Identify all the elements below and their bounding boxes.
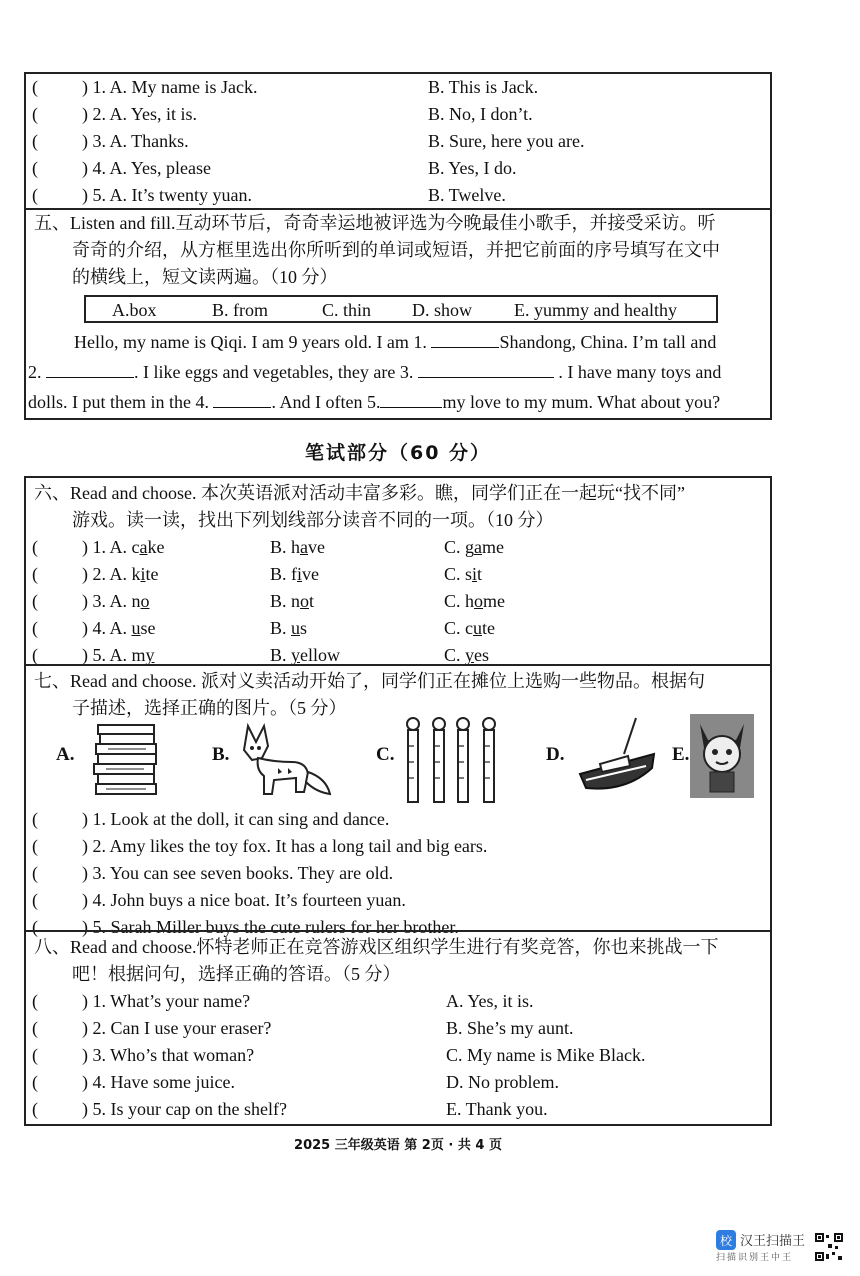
- underlined-letter: a: [139, 537, 148, 557]
- passage-text: my love to my mum. What about you?: [442, 392, 721, 412]
- word-option: D. show: [412, 300, 473, 320]
- underlined-letter: i: [297, 564, 303, 584]
- blank-1[interactable]: [431, 329, 499, 348]
- option-a: ) 4. A. Yes, please: [82, 158, 211, 178]
- question-text: ) 1. Look at the doll, it can sing and dance.: [82, 809, 390, 829]
- list-item: [26, 833, 770, 860]
- answer-paren: (: [32, 537, 38, 557]
- word-part: me: [483, 591, 506, 611]
- answer-paren: (: [32, 1099, 38, 1119]
- blank-5[interactable]: [380, 389, 442, 408]
- underlined-letter: y: [465, 645, 475, 665]
- part6-list: [26, 534, 770, 669]
- boat-icon: [566, 714, 662, 804]
- word-part: ) 3. A.: [82, 591, 132, 611]
- list-item: [26, 588, 770, 615]
- option-c: [444, 534, 504, 561]
- picture-options: [26, 722, 770, 806]
- underlined-letter: a: [300, 537, 309, 557]
- list-item: [26, 101, 770, 128]
- option-c: [444, 561, 482, 588]
- picture-label: B.: [212, 744, 230, 765]
- underlined-letter: a: [474, 537, 483, 557]
- word-part: ) 2. A.: [82, 564, 132, 584]
- option-a: [82, 615, 156, 642]
- section-heading-line2: 子描述，选择正确的图片。（5 分）: [72, 698, 347, 718]
- underlined-letter: u: [131, 618, 141, 638]
- answer-paren: (: [32, 917, 38, 937]
- svg-text:校: 校: [719, 1234, 733, 1248]
- underlined-letter: u: [291, 618, 301, 638]
- section-heading: 六、Read and choose. 本次英语派对活动丰富多彩。瞧，同学们正在一起玩“找不同”: [34, 483, 685, 503]
- word-part: ) 1. A.: [82, 537, 132, 557]
- word-option: B. from: [212, 300, 268, 320]
- underlined-letter: i: [472, 564, 478, 584]
- list-item: [26, 74, 770, 101]
- word-part: k: [131, 564, 141, 584]
- list-item: [26, 860, 770, 887]
- passage: [26, 327, 770, 417]
- list-item: [26, 988, 770, 1015]
- list-item: [26, 561, 770, 588]
- underlined-letter: y: [291, 645, 301, 665]
- answer-paren: (: [32, 618, 38, 638]
- option-a: ) 1. A. My name is Jack.: [82, 77, 258, 97]
- option-b: [270, 534, 325, 561]
- question-text: ) 2. Can I use your eraser?: [82, 1018, 272, 1038]
- written-section-title: 笔试部分（60 分）: [304, 442, 492, 464]
- word-part: B. n: [270, 591, 301, 611]
- answer-paren: (: [32, 645, 38, 665]
- picture-label: A.: [56, 744, 75, 765]
- word-part: B.: [270, 618, 292, 638]
- section-heading-line2: 奇奇的介绍，从方框里选出你所听到的单词或短语，并把它前面的序号填写在文中: [72, 240, 720, 260]
- underlined-letter: i: [140, 564, 146, 584]
- option-b: B. Twelve.: [428, 185, 506, 205]
- answer-option: A. Yes, it is.: [446, 991, 534, 1011]
- word-part: ) 4. A.: [82, 618, 132, 638]
- section-heading: 八、Read and choose.怀特老师正在竞答游戏区组织学生进行有奖竞答，你也来挑战一下: [34, 937, 719, 957]
- list-item: [26, 887, 770, 914]
- question-text: ) 1. What’s your name?: [82, 991, 251, 1011]
- passage-text: Shandong, China. I’m tall and: [499, 332, 717, 352]
- word-part: ) 5. A. m: [82, 645, 146, 665]
- answer-paren: (: [32, 158, 38, 178]
- answer-paren: (: [32, 836, 38, 856]
- picture-label: D.: [546, 744, 565, 765]
- word-part: C.: [444, 645, 466, 665]
- word-part: B.: [270, 645, 292, 665]
- word-part: t: [309, 591, 315, 611]
- list-item: [26, 1069, 770, 1096]
- blank-3[interactable]: [418, 359, 554, 378]
- answer-paren: (: [32, 1045, 38, 1065]
- word-part: s: [300, 618, 308, 638]
- option-b: [270, 561, 319, 588]
- answer-paren: (: [32, 1018, 38, 1038]
- passage-text: . I have many toys and: [558, 362, 722, 382]
- question-text: ) 3. You can see seven books. They are old.: [82, 863, 394, 883]
- part8-box: [24, 930, 772, 1126]
- option-b: [270, 588, 314, 615]
- option-c: [444, 615, 495, 642]
- part5-box: [24, 208, 772, 420]
- option-b: [270, 615, 307, 642]
- question-text: ) 5. Sarah Miller buys the cute rulers for her brother.: [82, 917, 459, 937]
- word-part: ellow: [300, 645, 341, 665]
- word-part: es: [474, 645, 490, 665]
- fox-icon: [234, 722, 334, 802]
- question-text: ) 4. Have some juice.: [82, 1072, 235, 1092]
- word-part: ve: [302, 564, 320, 584]
- list-item: [26, 534, 770, 561]
- question-text: ) 3. Who’s that woman?: [82, 1045, 255, 1065]
- list-item: [26, 1042, 770, 1069]
- blank-2[interactable]: [46, 359, 134, 378]
- part8-list: [26, 988, 770, 1123]
- option-a: ) 5. A. It’s twenty yuan.: [82, 185, 252, 205]
- word-part: c: [131, 537, 140, 557]
- word-part: B. h: [270, 537, 301, 557]
- answer-paren: (: [32, 863, 38, 883]
- underlined-letter: o: [300, 591, 310, 611]
- option-a: [82, 588, 150, 615]
- word-part: B. f: [270, 564, 297, 584]
- answer-paren: (: [32, 77, 38, 97]
- option-a: ) 2. A. Yes, it is.: [82, 104, 198, 124]
- word-part: me: [482, 537, 505, 557]
- blank-4[interactable]: [213, 389, 271, 408]
- section-heading-line2: 游戏。读一读，找出下列划线部分读音不同的一项。（10 分）: [72, 510, 554, 530]
- section-heading-line3: 的横线上，短文读两遍。（10 分）: [72, 267, 338, 287]
- answer-paren: (: [32, 104, 38, 124]
- option-a: ) 3. A. Thanks.: [82, 131, 189, 151]
- scanner-watermark: [714, 1230, 844, 1266]
- part7-list: [26, 806, 770, 941]
- question-text: ) 2. Amy likes the toy fox. It has a long tail and big ears.: [82, 836, 488, 856]
- answer-paren: (: [32, 564, 38, 584]
- option-a: [82, 561, 159, 588]
- answer-paren: (: [32, 890, 38, 910]
- brand-tagline: 扫描识别王中王: [716, 1253, 794, 1263]
- answer-paren: (: [32, 1072, 38, 1092]
- word-option: A.box: [112, 300, 157, 320]
- underlined-letter: o: [474, 591, 484, 611]
- word-part: C. g: [444, 537, 475, 557]
- option-b: B. No, I don’t.: [428, 104, 533, 124]
- list-item: [26, 182, 770, 209]
- answer-paren: (: [32, 131, 38, 151]
- answer-paren: (: [32, 991, 38, 1011]
- picture-label: C.: [376, 744, 395, 765]
- option-b: B. Yes, I do.: [428, 158, 517, 178]
- answer-option: C. My name is Mike Black.: [446, 1045, 646, 1065]
- word-part: C. c: [444, 618, 473, 638]
- word-part: te: [145, 564, 159, 584]
- answer-paren: (: [32, 809, 38, 829]
- part6-box: [24, 476, 772, 666]
- word-option: C. thin: [322, 300, 372, 320]
- option-b: B. This is Jack.: [428, 77, 539, 97]
- list-item: [26, 615, 770, 642]
- passage-text: 2.: [28, 362, 42, 382]
- list-item: [26, 1015, 770, 1042]
- brand-name: 汉王扫描王: [740, 1234, 806, 1249]
- books-icon: [86, 722, 164, 800]
- word-part: C. s: [444, 564, 473, 584]
- option-b: B. Sure, here you are.: [428, 131, 585, 151]
- word-part: ke: [147, 537, 165, 557]
- part4-list: [26, 74, 770, 209]
- word-option: E. yummy and healthy: [514, 300, 677, 320]
- list-item: [26, 155, 770, 182]
- underlined-letter: o: [140, 591, 150, 611]
- word-part: C. h: [444, 591, 475, 611]
- underlined-letter: y: [145, 645, 155, 665]
- list-item: [26, 128, 770, 155]
- part7-box: [24, 664, 772, 937]
- answer-paren: (: [32, 185, 38, 205]
- passage-text: . I like eggs and vegetables, they are 3.: [134, 362, 414, 382]
- passage-text: Hello, my name is Qiqi. I am 9 years old. I am 1.: [74, 332, 427, 352]
- qr-code-icon: [814, 1232, 844, 1262]
- answer-option: E. Thank you.: [446, 1099, 548, 1119]
- question-text: ) 4. John buys a nice boat. It’s fourteen yuan.: [82, 890, 406, 910]
- part4-box: [24, 72, 772, 210]
- page-footer: 2025 三年级英语 第 2页 · 共 4 页: [294, 1138, 502, 1153]
- passage-text: . And I often 5.: [271, 392, 381, 412]
- list-item: [26, 806, 770, 833]
- option-c: [444, 588, 505, 615]
- picture-label: E.: [672, 744, 690, 765]
- answer-paren: (: [32, 591, 38, 611]
- list-item: [26, 1096, 770, 1123]
- rulers-icon: [404, 716, 502, 806]
- scanner-logo-icon: [716, 1230, 736, 1250]
- section-heading: 七、Read and choose. 派对义卖活动开始了，同学们正在摊位上选购一些物品。根据句: [34, 671, 705, 691]
- underlined-letter: u: [473, 618, 482, 638]
- word-part: te: [482, 618, 495, 638]
- word-part: se: [140, 618, 156, 638]
- option-a: [82, 534, 165, 561]
- answer-option: D. No problem.: [446, 1072, 559, 1092]
- word-part: ve: [308, 537, 326, 557]
- word-part: n: [131, 591, 141, 611]
- answer-option: B. She’s my aunt.: [446, 1018, 574, 1038]
- word-bank: [84, 295, 718, 323]
- section-heading-line2: 吧！根据问句，选择正确的答语。（5 分）: [72, 964, 401, 984]
- word-part: t: [477, 564, 483, 584]
- passage-text: dolls. I put them in the 4.: [28, 392, 209, 412]
- section-heading: 五、Listen and fill.互动环节后，奇奇幸运地被评选为今晚最佳小歌手，并接受采访。听: [34, 213, 716, 233]
- question-text: ) 5. Is your cap on the shelf?: [82, 1099, 287, 1119]
- doll-icon: [690, 714, 754, 798]
